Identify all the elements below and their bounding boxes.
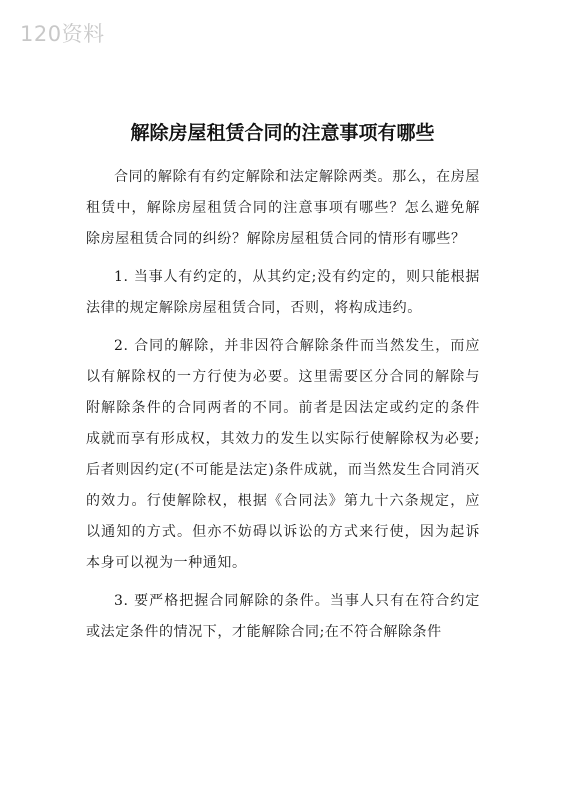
paragraph-point-1: 1. 当事人有约定的，从其约定;没有约定的，则只能根据法律的规定解除房屋租赁合同，否则，将构成违约。 xyxy=(86,269,480,316)
paragraph-point-2: 2. 合同的解除，并非因符合解除条件而当然发生，而应以有解除权的一方行使为必要。这里需要区分合同的解除与附解除条件的合同两者的不同。前者是因法定或约定的条件成就而享有形成权，其效力的发生以实际行使解除权为必要;后者则因约定(不可能是法定)条件成就，而当然发生合同消灭的效力。行使解除权，根据《合同法》第九十六条规定，应以通知的方式。但亦不妨碍以诉讼的方式来行使，因为起诉本身可以视为一种通知。 xyxy=(86,338,480,571)
document-title: 解除房屋租赁合同的注意事项有哪些 xyxy=(130,122,435,144)
document-body xyxy=(86,162,480,655)
watermark-logo: 120资料 xyxy=(20,22,105,46)
paragraph-intro: 合同的解除有有约定解除和法定解除两类。那么，在房屋租赁中，解除房屋租赁合同的注意事项有哪些？怎么避免解除房屋租赁合同的纠纷？解除房屋租赁合同的情形有哪些？ xyxy=(86,169,480,247)
paragraph-point-3: 3. 要严格把握合同解除的条件。当事人只有在符合约定或法定条件的情况下，才能解除合同;在不符合解除条件 xyxy=(86,593,480,640)
